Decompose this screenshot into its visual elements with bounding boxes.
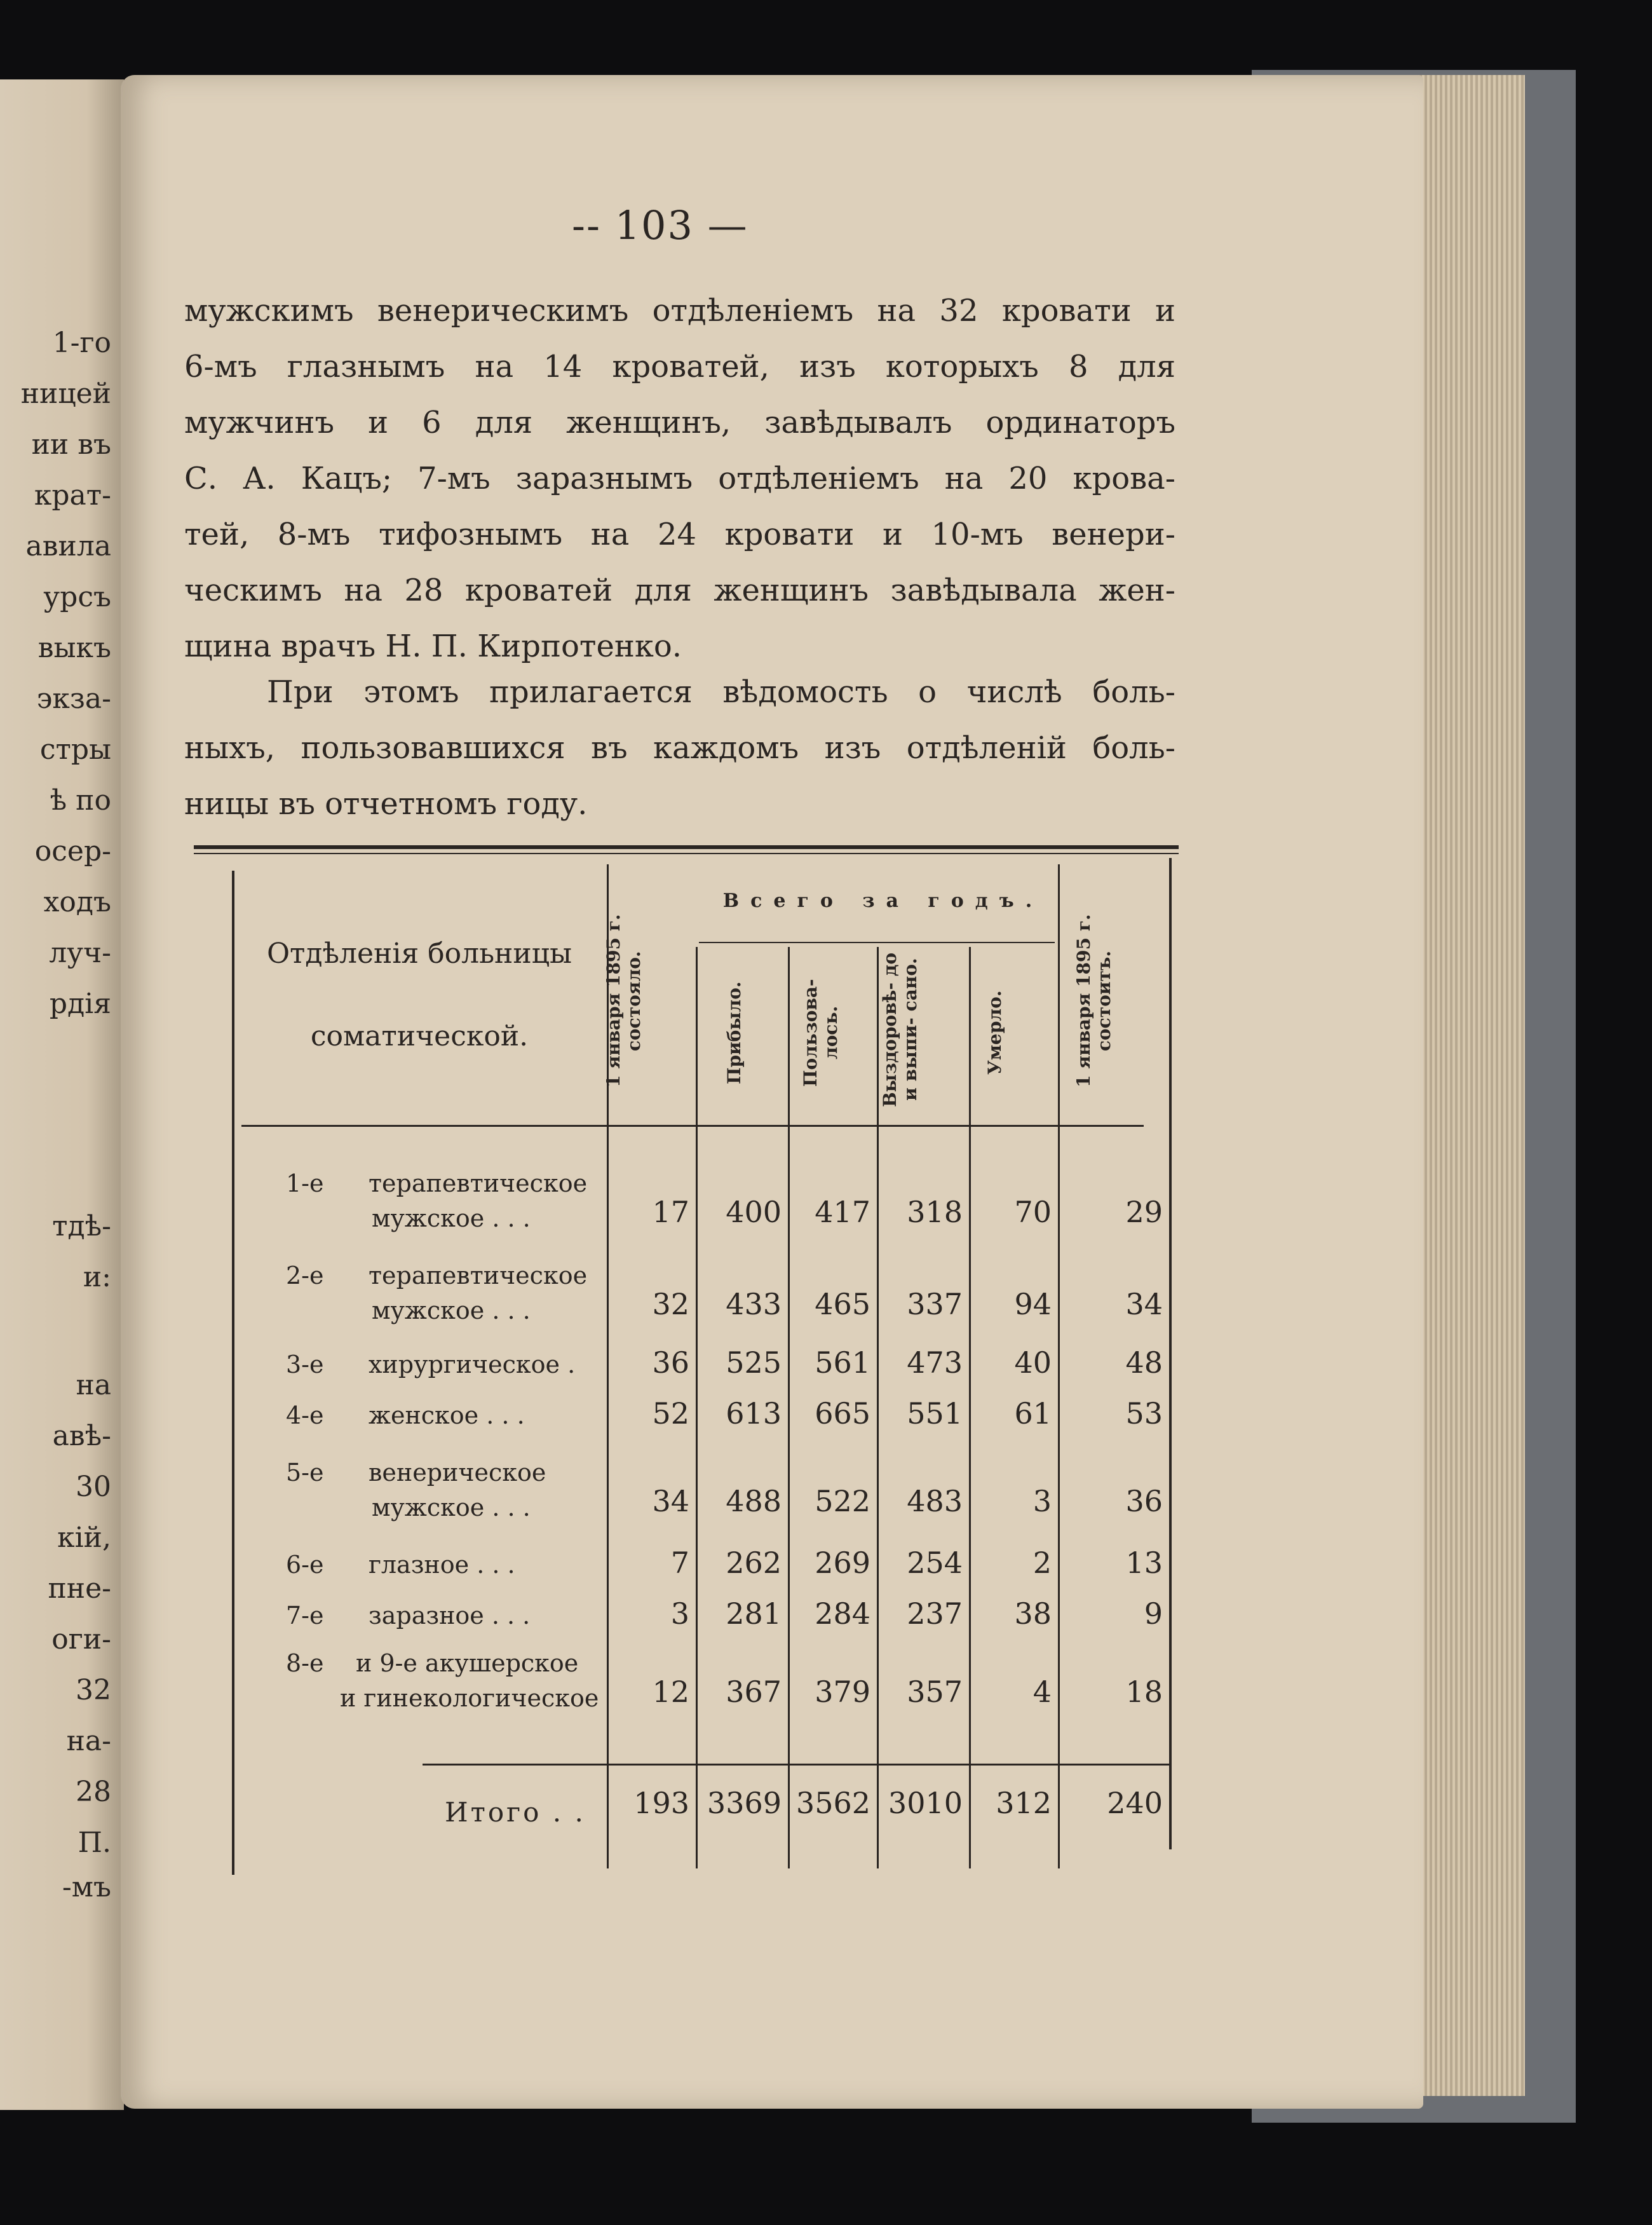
- left-page-fragment: кій,: [57, 1521, 111, 1554]
- text-line: ныхъ, пользовавшихся въ каждомъ изъ отдѣленій боль-: [184, 730, 1175, 766]
- left-page-fragment: тдѣ-: [52, 1210, 111, 1242]
- table-right-rule: [1169, 858, 1172, 1849]
- table-cell: 13: [1125, 1546, 1163, 1580]
- table-cell: 473: [907, 1345, 963, 1380]
- row-number: 8-е: [286, 1649, 324, 1677]
- table-cell: 7: [670, 1546, 689, 1580]
- page-number: -- 103 —: [572, 202, 748, 248]
- text-line: щина врачъ Н. П. Кирпотенко.: [184, 629, 682, 664]
- total-cell: 312: [996, 1786, 1052, 1820]
- table-cell: 379: [815, 1675, 870, 1709]
- left-page-fragment: ии въ: [31, 428, 111, 461]
- table-cell: 53: [1125, 1396, 1163, 1431]
- table-cell: 254: [907, 1546, 963, 1580]
- header-treated: Пользова- лось.: [800, 979, 841, 1087]
- table-top-rule-thin: [194, 853, 1179, 854]
- table-cell: 4: [1032, 1675, 1052, 1709]
- left-page-fragment: на: [76, 1369, 111, 1401]
- left-page-fragment: ницей: [20, 378, 111, 410]
- table-cell: 40: [1014, 1345, 1052, 1380]
- table-cell: 284: [815, 1596, 870, 1631]
- row-name: венерическое: [369, 1459, 546, 1487]
- row-number: 3-е: [286, 1351, 324, 1378]
- left-page-fragment: 30: [76, 1471, 111, 1503]
- total-cell: 3010: [888, 1786, 963, 1820]
- header-end-count: 1 января 1895 г. состоитъ.: [1073, 914, 1114, 1088]
- table-cell: 32: [652, 1287, 689, 1321]
- row-number: 6-е: [286, 1551, 324, 1579]
- table-cell: 3: [670, 1596, 689, 1631]
- table-cell: 3: [1032, 1484, 1052, 1518]
- left-page-fragment: и:: [83, 1261, 111, 1293]
- left-page-fragment: ходъ: [43, 886, 111, 918]
- header-start-count: 1 января 1895 г. состояло.: [603, 914, 644, 1088]
- table-cell: 665: [815, 1396, 870, 1431]
- row-number: 5-е: [286, 1459, 324, 1487]
- table-cell: 488: [726, 1484, 782, 1518]
- paragraph-2: [184, 664, 1175, 832]
- table-cell: 34: [1125, 1287, 1163, 1321]
- left-page-fragment: -мъ: [62, 1871, 111, 1903]
- table-cell: 48: [1125, 1345, 1163, 1380]
- text-line: ницы въ отчетномъ году.: [184, 786, 588, 822]
- header-came: Прибыло.: [724, 981, 745, 1084]
- table-cell: 52: [652, 1396, 689, 1431]
- group-rule: [699, 942, 1055, 943]
- total-cell: 193: [633, 1786, 689, 1820]
- row-name: хирургическое .: [369, 1351, 576, 1378]
- table-cell: 269: [815, 1546, 870, 1580]
- row-name-cont: мужское . . .: [372, 1296, 531, 1324]
- table-cell: 561: [815, 1345, 870, 1380]
- total-label: Итого . .: [445, 1797, 586, 1828]
- table-cell: 2: [1032, 1546, 1052, 1580]
- table-cell: 38: [1014, 1596, 1052, 1631]
- table-top-rule: [194, 845, 1179, 849]
- left-page-fragment: выкъ: [37, 632, 111, 664]
- table-cell: 61: [1014, 1396, 1052, 1431]
- table-cell: 318: [907, 1195, 963, 1229]
- table-cell: 29: [1125, 1195, 1163, 1229]
- header-department-sub: соматической.: [310, 1020, 529, 1052]
- left-page-fragment: оги-: [51, 1623, 111, 1656]
- left-page-fragment: 1-го: [52, 327, 111, 359]
- header-discharged: Выздоровѣ- до и выпи- сано.: [879, 952, 921, 1107]
- row-name: глазное . . .: [369, 1551, 515, 1579]
- paragraph-1: [184, 283, 1175, 674]
- text-line: При этомъ прилагается вѣдомость о числѣ боль-: [267, 674, 1175, 710]
- row-number: 1-е: [286, 1169, 324, 1197]
- text-line: ческимъ на 28 кроватей для женщинъ завѣдывала жен-: [184, 573, 1175, 608]
- table-cell: 483: [907, 1484, 963, 1518]
- left-page-fragment: луч-: [49, 937, 111, 969]
- text-line: мужчинъ и 6 для женщинъ, завѣдывалъ ординаторъ: [184, 405, 1175, 440]
- table-cell: 70: [1014, 1195, 1052, 1229]
- table-cell: 551: [907, 1396, 963, 1431]
- table-cell: 237: [907, 1596, 963, 1631]
- text-line: тей, 8-мъ тифознымъ на 24 кровати и 10-мъ венери-: [184, 517, 1175, 552]
- left-page-fragment: 28: [76, 1776, 111, 1808]
- table-cell: 94: [1014, 1287, 1052, 1321]
- left-page-fragment: рдія: [49, 988, 111, 1020]
- left-page-fragment: на-: [66, 1725, 111, 1757]
- table-cell: 367: [726, 1675, 782, 1709]
- left-page-fragment: 32: [76, 1674, 111, 1706]
- left-page-fragment: крат-: [34, 479, 111, 512]
- row-number: 7-е: [286, 1602, 324, 1630]
- table-cell: 281: [726, 1596, 782, 1631]
- table-cell: 337: [907, 1287, 963, 1321]
- row-number: 4-е: [286, 1401, 324, 1429]
- table-cell: 9: [1144, 1596, 1163, 1631]
- left-page-fragment: П.: [78, 1827, 111, 1859]
- table-cell: 12: [652, 1675, 689, 1709]
- table-cell: 36: [652, 1345, 689, 1380]
- total-cell: 240: [1107, 1786, 1163, 1820]
- table-cell: 465: [815, 1287, 870, 1321]
- left-page-fragment: авѣ-: [52, 1420, 111, 1452]
- row-name-cont: мужское . . .: [372, 1494, 531, 1521]
- table-cell: 525: [726, 1345, 782, 1380]
- total-cell: 3369: [707, 1786, 782, 1820]
- table-cell: 433: [726, 1287, 782, 1321]
- left-page-fragment: экза-: [36, 683, 111, 715]
- text-line: С. А. Кацъ; 7-мъ заразнымъ отдѣленіемъ на 20 крова-: [184, 461, 1175, 496]
- header-died: Умерло.: [984, 990, 1005, 1075]
- table-cell: 17: [652, 1195, 689, 1229]
- row-name-cont: мужское . . .: [372, 1204, 531, 1232]
- left-page-fragment: пне-: [48, 1572, 111, 1605]
- left-page-fragment: урсъ: [43, 581, 111, 613]
- text-line: 6-мъ глазнымъ на 14 кроватей, изъ которыхъ 8 для: [184, 349, 1175, 384]
- column-rule: [1058, 864, 1060, 1868]
- left-page-fragment: осер-: [34, 835, 111, 868]
- header-year-total: Всего за годъ.: [722, 890, 1044, 912]
- row-name: женское . . .: [369, 1401, 525, 1429]
- left-page-fragment: авила: [25, 530, 111, 562]
- table-cell: 400: [726, 1195, 782, 1229]
- table-cell: 522: [815, 1484, 870, 1518]
- total-rule: [423, 1764, 1169, 1766]
- table-cell: 417: [815, 1195, 870, 1229]
- table-cell: 34: [652, 1484, 689, 1518]
- table-left-rule: [232, 871, 234, 1875]
- left-page-fragment: стры: [39, 733, 111, 766]
- row-name: терапевтическое: [369, 1262, 588, 1289]
- left-page-fragment: ѣ по: [50, 784, 111, 817]
- row-name-cont: и гинекологическое: [340, 1684, 599, 1712]
- table-cell: 262: [726, 1546, 782, 1580]
- row-number: 2-е: [286, 1262, 324, 1289]
- row-name: заразное . . .: [369, 1602, 531, 1630]
- text-line: мужскимъ венерическимъ отдѣленіемъ на 32 кровати и: [184, 293, 1175, 329]
- row-name: терапевтическое: [369, 1169, 588, 1197]
- table-cell: 357: [907, 1675, 963, 1709]
- header-department: Отдѣленія больницы: [266, 937, 572, 970]
- header-bottom-rule: [241, 1125, 1144, 1127]
- table-cell: 613: [726, 1396, 782, 1431]
- table-cell: 36: [1125, 1484, 1163, 1518]
- table-cell: 18: [1125, 1675, 1163, 1709]
- row-name: и 9-е акушерское: [356, 1649, 579, 1677]
- total-cell: 3562: [796, 1786, 870, 1820]
